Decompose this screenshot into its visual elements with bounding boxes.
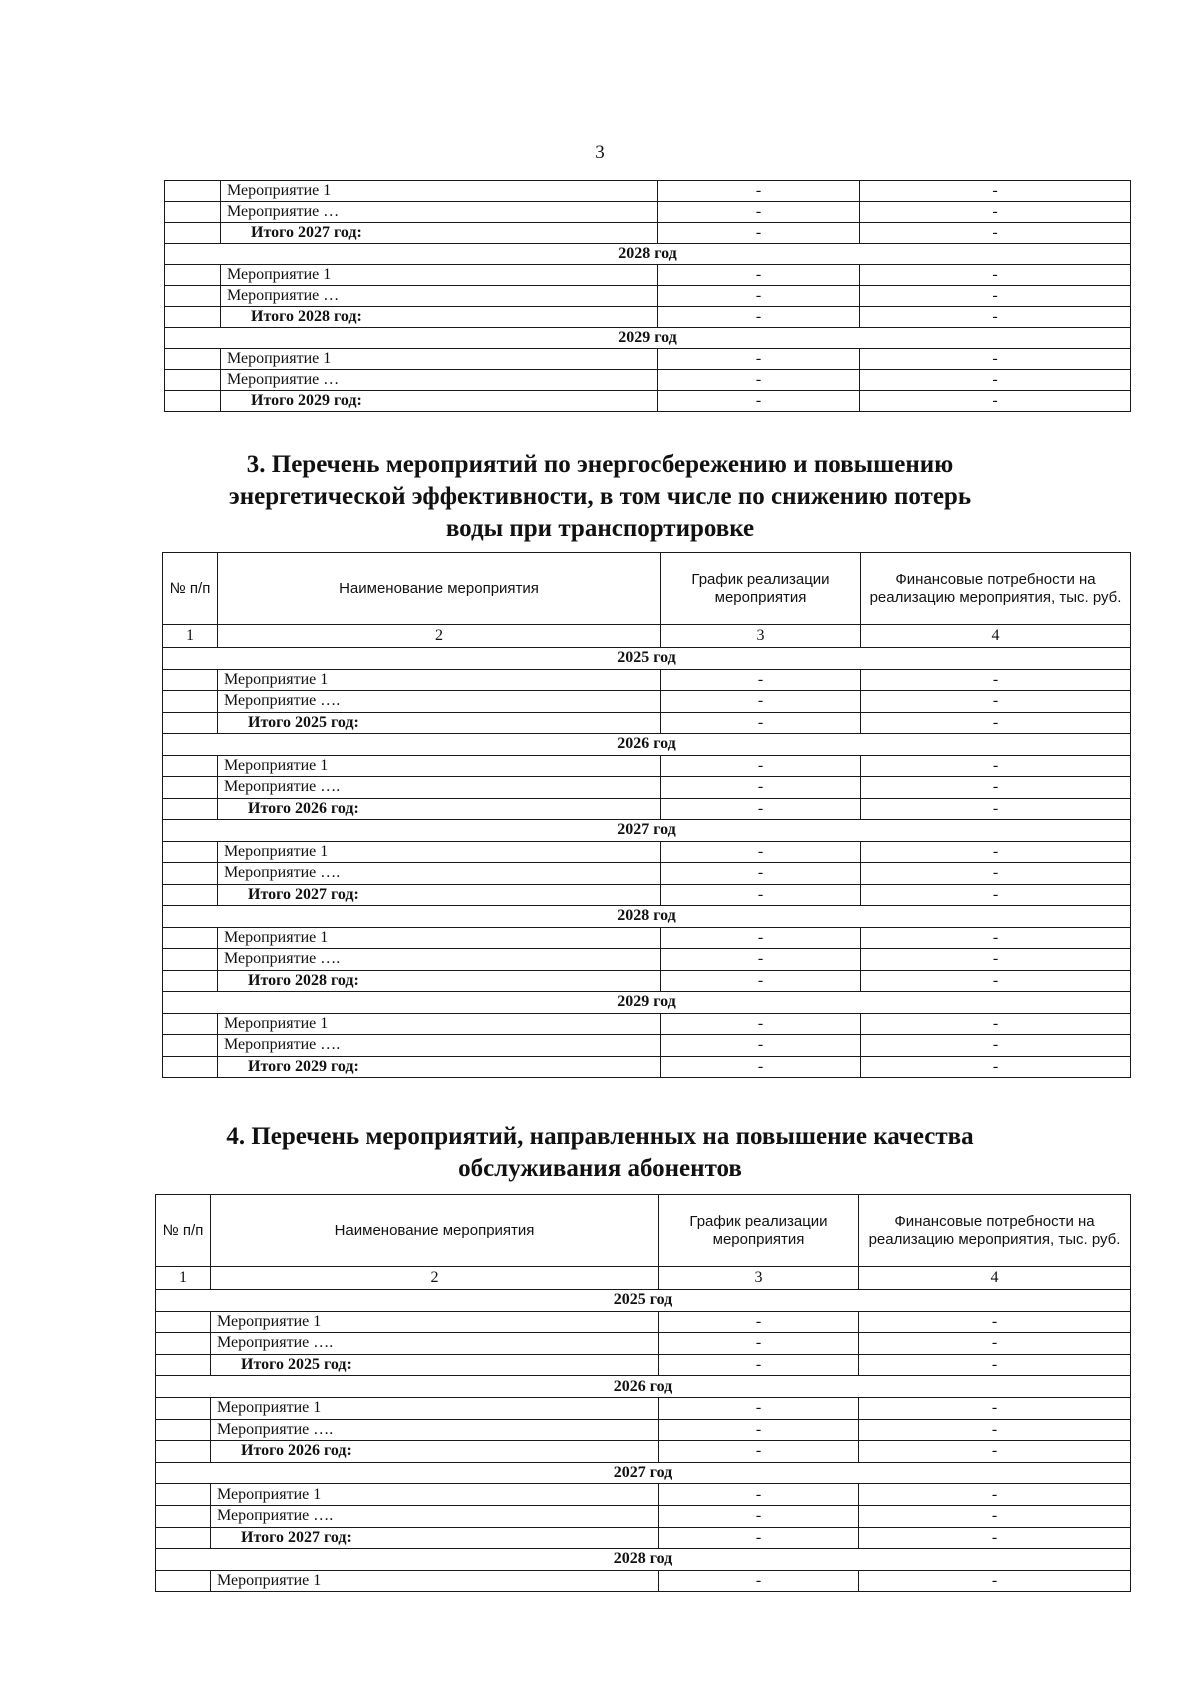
year-row (165, 328, 1131, 349)
column-index: 4 (861, 625, 1131, 648)
schedule-cell: - (659, 1311, 859, 1333)
row-number-cell (163, 841, 218, 863)
activity-name: Мероприятие 1 (218, 1013, 661, 1035)
total-row (165, 391, 1131, 412)
header-schedule: График реализации мероприятия (659, 1195, 859, 1267)
schedule-cell: - (659, 1419, 859, 1441)
header-finance: Финансовые потребности на реализацию мероприятия, тыс. руб. (859, 1195, 1131, 1267)
year-label: 2026 год (163, 734, 1131, 756)
finance-cell: - (859, 1570, 1131, 1592)
total-row (163, 884, 1131, 906)
table-row (163, 669, 1131, 691)
year-label: 2025 год (163, 648, 1131, 670)
total-row (156, 1441, 1131, 1463)
schedule-cell: - (661, 755, 861, 777)
schedule-cell: - (659, 1441, 859, 1463)
finance-cell: - (859, 1397, 1131, 1419)
table-row (156, 1484, 1131, 1506)
activity-name: Мероприятие …. (218, 949, 661, 971)
year-label: 2028 год (163, 906, 1131, 928)
year-row (163, 648, 1131, 670)
year-row (156, 1462, 1131, 1484)
activity-name: Мероприятие …. (211, 1505, 659, 1527)
finance-cell: - (860, 223, 1131, 244)
total-label: Итого 2027 год: (221, 223, 658, 244)
column-index: 1 (163, 625, 218, 648)
finance-cell: - (859, 1311, 1131, 1333)
row-number-cell (163, 1056, 218, 1078)
row-number-cell (163, 777, 218, 799)
row-number-cell (156, 1311, 211, 1333)
activity-name: Мероприятие 1 (211, 1570, 659, 1592)
schedule-cell: - (658, 265, 860, 286)
total-label: Итого 2026 год: (218, 798, 661, 820)
activity-name: Мероприятие 1 (221, 181, 658, 202)
schedule-cell: - (661, 841, 861, 863)
year-label: 2027 год (163, 820, 1131, 842)
schedule-cell: - (661, 949, 861, 971)
table-row (165, 265, 1131, 286)
finance-cell: - (859, 1505, 1131, 1527)
total-row (163, 712, 1131, 734)
total-row (156, 1354, 1131, 1376)
activity-name: Мероприятие …. (218, 1035, 661, 1057)
activity-name: Мероприятие 1 (218, 669, 661, 691)
total-row (165, 223, 1131, 244)
finance-cell: - (861, 970, 1131, 992)
header-finance: Финансовые потребности на реализацию мероприятия, тыс. руб. (861, 553, 1131, 625)
header-name: Наименование мероприятия (218, 553, 661, 625)
row-number-cell (163, 798, 218, 820)
row-number-cell (163, 884, 218, 906)
table-row (165, 349, 1131, 370)
year-row (156, 1549, 1131, 1571)
row-number-cell (165, 265, 221, 286)
year-label: 2027 год (156, 1462, 1131, 1484)
row-number-cell (165, 349, 221, 370)
finance-cell: - (861, 1056, 1131, 1078)
finance-cell: - (860, 202, 1131, 223)
year-row (163, 734, 1131, 756)
section-title-line: 4. Перечень мероприятий, направленных на повышение качества (226, 1123, 974, 1150)
row-number-cell (165, 370, 221, 391)
table-row (156, 1419, 1131, 1441)
column-index: 3 (661, 625, 861, 648)
table-row (165, 370, 1131, 391)
activity-name: Мероприятие …. (211, 1333, 659, 1355)
total-row (163, 1056, 1131, 1078)
column-index: 2 (211, 1267, 659, 1290)
schedule-cell: - (658, 286, 860, 307)
year-row (165, 244, 1131, 265)
schedule-cell: - (658, 391, 860, 412)
activity-name: Мероприятие … (221, 370, 658, 391)
finance-cell: - (860, 391, 1131, 412)
row-number-cell (163, 755, 218, 777)
column-index: 2 (218, 625, 661, 648)
schedule-cell: - (661, 691, 861, 713)
activity-name: Мероприятие 1 (218, 841, 661, 863)
schedule-cell: - (658, 181, 860, 202)
table-body (156, 1290, 1131, 1592)
row-number-cell (165, 202, 221, 223)
column-index: 4 (859, 1267, 1131, 1290)
activity-name: Мероприятие 1 (218, 755, 661, 777)
finance-cell: - (861, 884, 1131, 906)
schedule-cell: - (659, 1484, 859, 1506)
total-label: Итого 2027 год: (211, 1527, 659, 1549)
row-number-cell (156, 1570, 211, 1592)
table-row (156, 1333, 1131, 1355)
schedule-cell: - (661, 884, 861, 906)
finance-cell: - (861, 927, 1131, 949)
column-index: 3 (659, 1267, 859, 1290)
finance-cell: - (861, 755, 1131, 777)
section-title-line: воды при транспортировке (445, 515, 755, 542)
table-row (163, 927, 1131, 949)
activity-name: Мероприятие …. (218, 777, 661, 799)
schedule-cell: - (661, 777, 861, 799)
schedule-cell: - (661, 863, 861, 885)
year-row (163, 906, 1131, 928)
activity-name: Мероприятие 1 (211, 1397, 659, 1419)
schedule-cell: - (659, 1333, 859, 1355)
finance-cell: - (861, 777, 1131, 799)
column-index: 1 (156, 1267, 211, 1290)
section-title-line: энергетической эффективности, в том числе по снижению потерь (228, 483, 972, 510)
schedule-cell: - (661, 1056, 861, 1078)
row-number-cell (156, 1441, 211, 1463)
row-number-cell (163, 863, 218, 885)
row-number-cell (156, 1397, 211, 1419)
year-label: 2029 год (163, 992, 1131, 1014)
activity-name: Мероприятие 1 (211, 1484, 659, 1506)
row-number-cell (156, 1505, 211, 1527)
activity-name: Мероприятие 1 (221, 349, 658, 370)
finance-cell: - (861, 1013, 1131, 1035)
schedule-cell: - (658, 307, 860, 328)
schedule-cell: - (661, 1013, 861, 1035)
header-num: № п/п (156, 1195, 211, 1267)
total-label: Итого 2026 год: (211, 1441, 659, 1463)
finance-cell: - (860, 307, 1131, 328)
table-row (163, 691, 1131, 713)
row-number-cell (163, 927, 218, 949)
year-row (156, 1290, 1131, 1312)
finance-cell: - (859, 1354, 1131, 1376)
schedule-cell: - (659, 1505, 859, 1527)
schedule-cell: - (659, 1570, 859, 1592)
activity-name: Мероприятие …. (211, 1419, 659, 1441)
activity-name: Мероприятие …. (218, 691, 661, 713)
schedule-cell: - (658, 223, 860, 244)
header-name: Наименование мероприятия (211, 1195, 659, 1267)
finance-cell: - (861, 1035, 1131, 1057)
row-number-cell (156, 1527, 211, 1549)
row-number-cell (156, 1333, 211, 1355)
year-row (156, 1376, 1131, 1398)
page-number: 3 (595, 142, 605, 163)
year-row (163, 992, 1131, 1014)
row-number-cell (156, 1354, 211, 1376)
schedule-cell: - (659, 1354, 859, 1376)
finance-cell: - (860, 349, 1131, 370)
total-label: Итого 2029 год: (218, 1056, 661, 1078)
schedule-cell: - (661, 669, 861, 691)
table-row (163, 863, 1131, 885)
total-label: Итого 2025 год: (218, 712, 661, 734)
table-row (156, 1311, 1131, 1333)
section-title-line: обслуживания абонентов (458, 1155, 742, 1182)
schedule-cell: - (659, 1397, 859, 1419)
finance-cell: - (859, 1441, 1131, 1463)
table-row (163, 777, 1131, 799)
finance-cell: - (859, 1419, 1131, 1441)
row-number-cell (163, 669, 218, 691)
schedule-cell: - (658, 370, 860, 391)
finance-cell: - (859, 1484, 1131, 1506)
activity-name: Мероприятие 1 (211, 1311, 659, 1333)
finance-cell: - (859, 1333, 1131, 1355)
table-row (163, 949, 1131, 971)
total-label: Итого 2027 год: (218, 884, 661, 906)
year-row (163, 820, 1131, 842)
section-4-title (0, 1121, 1200, 1185)
schedule-cell: - (658, 349, 860, 370)
year-label: 2026 год (156, 1376, 1131, 1398)
schedule-cell: - (659, 1527, 859, 1549)
section-title-line: 3. Перечень мероприятий по энергосбережению и повышению (246, 451, 954, 478)
total-row (156, 1527, 1131, 1549)
row-number-cell (165, 181, 221, 202)
total-row (165, 307, 1131, 328)
activity-name: Мероприятие 1 (221, 265, 658, 286)
row-number-cell (165, 391, 221, 412)
total-label: Итого 2028 год: (221, 307, 658, 328)
header-num: № п/п (163, 553, 218, 625)
year-label: 2025 год (156, 1290, 1131, 1312)
activity-name: Мероприятие … (221, 286, 658, 307)
finance-cell: - (861, 798, 1131, 820)
finance-cell: - (861, 949, 1131, 971)
section-3-table (162, 552, 1131, 1078)
table-row (156, 1397, 1131, 1419)
table-row (163, 755, 1131, 777)
table-body (163, 648, 1131, 1078)
row-number-cell (156, 1484, 211, 1506)
row-number-cell (163, 691, 218, 713)
table-row (165, 286, 1131, 307)
schedule-cell: - (661, 712, 861, 734)
total-label: Итого 2029 год: (221, 391, 658, 412)
finance-cell: - (860, 181, 1131, 202)
total-row (163, 970, 1131, 992)
table-body (165, 181, 1131, 412)
header-schedule: График реализации мероприятия (661, 553, 861, 625)
activity-name: Мероприятие … (221, 202, 658, 223)
row-number-cell (165, 307, 221, 328)
finance-cell: - (861, 712, 1131, 734)
finance-cell: - (859, 1527, 1131, 1549)
finance-cell: - (861, 863, 1131, 885)
schedule-cell: - (658, 202, 860, 223)
finance-cell: - (861, 841, 1131, 863)
activity-name: Мероприятие 1 (218, 927, 661, 949)
table-row (165, 181, 1131, 202)
row-number-cell (156, 1419, 211, 1441)
total-row (163, 798, 1131, 820)
schedule-cell: - (661, 970, 861, 992)
table-row (156, 1505, 1131, 1527)
table-row (163, 841, 1131, 863)
table-row (163, 1035, 1131, 1057)
schedule-cell: - (661, 1035, 861, 1057)
finance-cell: - (860, 265, 1131, 286)
schedule-cell: - (661, 927, 861, 949)
finance-cell: - (860, 370, 1131, 391)
finance-cell: - (861, 691, 1131, 713)
finance-cell: - (860, 286, 1131, 307)
section-4-table (155, 1194, 1131, 1592)
row-number-cell (163, 1013, 218, 1035)
table-row (165, 202, 1131, 223)
row-number-cell (163, 970, 218, 992)
row-number-cell (163, 949, 218, 971)
row-number-cell (163, 712, 218, 734)
section-3-title (0, 449, 1200, 545)
finance-cell: - (861, 669, 1131, 691)
year-label: 2028 год (165, 244, 1131, 265)
schedule-cell: - (661, 798, 861, 820)
activity-name: Мероприятие …. (218, 863, 661, 885)
year-label: 2028 год (156, 1549, 1131, 1571)
row-number-cell (165, 223, 221, 244)
row-number-cell (165, 286, 221, 307)
total-label: Итого 2028 год: (218, 970, 661, 992)
table-row (156, 1570, 1131, 1592)
table-continuation (164, 180, 1131, 412)
year-label: 2029 год (165, 328, 1131, 349)
row-number-cell (163, 1035, 218, 1057)
total-label: Итого 2025 год: (211, 1354, 659, 1376)
table-row (163, 1013, 1131, 1035)
